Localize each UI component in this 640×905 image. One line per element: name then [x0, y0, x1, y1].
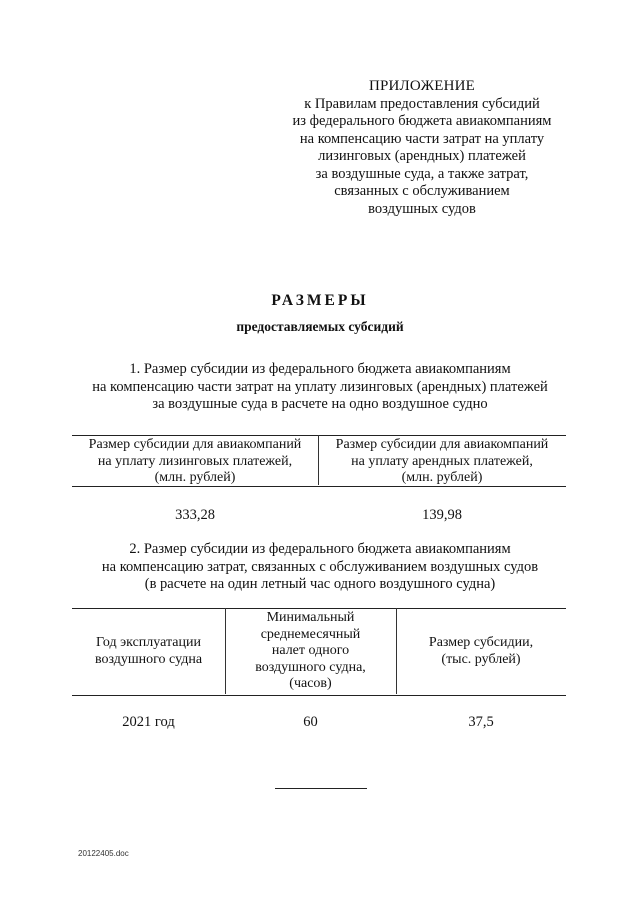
table2-value-year: 2021 год	[122, 714, 175, 730]
table2-divider	[225, 608, 226, 694]
section2-line: (в расчете на один летный час одного воздушного судна)	[144, 576, 496, 592]
section1-line: 1. Размер субсидии из федерального бюджета авиакомпаниям	[129, 361, 511, 377]
section1-line: на компенсацию части затрат на уплату лизинговых (арендных) платежей	[92, 378, 548, 395]
section1-line: за воздушные суда в расчете на одно воздушное судно	[152, 396, 488, 412]
table1-header-rental: Размер субсидии для авиакомпаний на уплату арендных платежей, (млн. рублей)	[335, 437, 549, 485]
document-title: РАЗМЕРЫ	[271, 292, 369, 309]
appendix-line: лизинговых (арендных) платежей	[318, 148, 526, 164]
appendix-line: связанных с обслуживанием	[334, 183, 510, 199]
table2-top-rule	[72, 608, 566, 609]
table2-header-flight-hours: Минимальный среднемесячный налет одного воздушного судна, (часов)	[255, 610, 366, 691]
section2-line: на компенсацию затрат, связанных с обслуживанием воздушных судов	[101, 558, 539, 575]
table2-header-year: Год эксплуатации воздушного судна	[94, 635, 203, 667]
table2-header-rule	[72, 695, 566, 696]
appendix-line: на компенсацию части затрат на уплату	[299, 130, 545, 147]
document-subtitle: предоставляемых субсидий	[236, 319, 404, 334]
table1-value-leasing: 333,28	[175, 507, 215, 523]
table1-header-leasing: Размер субсидии для авиакомпаний на уплату лизинговых платежей, (млн. рублей)	[88, 437, 302, 485]
appendix-line: ПРИЛОЖЕНИЕ	[368, 78, 476, 94]
table2-value-flight-hours: 60	[303, 714, 318, 730]
file-name-footer: 20122405.doc	[78, 849, 129, 858]
section1-heading	[60, 361, 580, 414]
table2-divider	[396, 608, 397, 694]
section2-heading	[60, 541, 580, 594]
appendix-header	[262, 78, 582, 218]
table2-value-subsidy: 37,5	[468, 714, 494, 730]
appendix-line: из федерального бюджета авиакомпаниям	[292, 113, 552, 129]
table1-divider	[318, 435, 319, 485]
section2-line: 2. Размер субсидии из федерального бюджета авиакомпаниям	[129, 541, 511, 557]
end-separator	[275, 788, 367, 789]
table1-value-rental: 139,98	[422, 507, 462, 523]
appendix-line: воздушных судов	[368, 200, 476, 217]
table1-top-rule	[72, 435, 566, 436]
appendix-line: за воздушные суда, а также затрат,	[315, 165, 529, 182]
table2-header-subsidy: Размер субсидии, (тыс. рублей)	[428, 635, 534, 667]
appendix-line: к Правилам предоставления субсидий	[304, 95, 540, 112]
